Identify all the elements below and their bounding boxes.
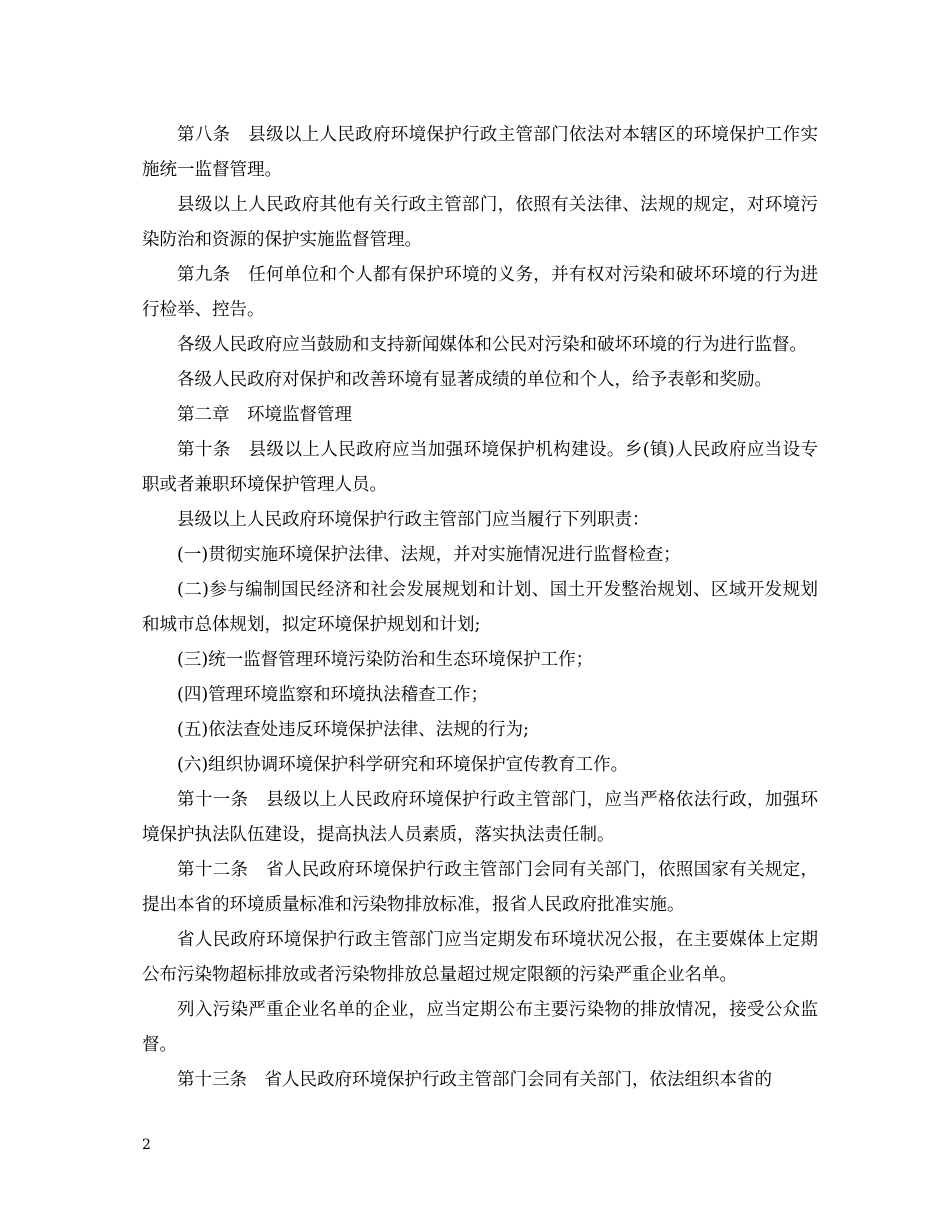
paragraph: 各级人民政府应当鼓励和支持新闻媒体和公民对污染和破坏环境的行为进行监督。 <box>177 335 807 355</box>
chapter-heading: 第二章 环境监督管理 <box>177 405 352 425</box>
paragraph: 第十一条 县级以上人民政府环境保护行政主管部门，应当严格依法行政，加强环境保护执法队伍建设，提高执法人员素质，落实执法责任制。 <box>142 790 818 845</box>
paragraph: 县级以上人民政府环境保护行政主管部门应当履行下列职责： <box>177 510 650 530</box>
paragraph: 县级以上人民政府其他有关行政主管部门，依照有关法律、法规的规定，对环境污染防治和资源的保护实施监督管理。 <box>142 195 818 250</box>
page-number: 2 <box>142 1137 151 1153</box>
paragraph: 第十三条 省人民政府环境保护行政主管部门会同有关部门，依法组织本省的 <box>177 1070 772 1090</box>
paragraph: 省人民政府环境保护行政主管部门应当定期发布环境状况公报，在主要媒体上定期公布污染物超标排放或者污染物排放总量超过规定限额的污染严重企业名单。 <box>142 930 818 985</box>
paragraph: 第十二条 省人民政府环境保护行政主管部门会同有关部门，依照国家有关规定，提出本省的环境质量标准和污染物排放标准，报省人民政府批准实施。 <box>142 860 818 915</box>
paragraph: 第十条 县级以上人民政府应当加强环境保护机构建设。乡(镇)人民政府应当设专职或者兼职环境保护管理人员。 <box>142 440 818 495</box>
list-item: (二)参与编制国民经济和社会发展规划和计划、国土开发整治规划、区域开发规划和城市总体规划，拟定环境保护规划和计划; <box>142 580 818 635</box>
list-item: (四)管理环境监察和环境执法稽查工作； <box>177 685 489 705</box>
list-item: (五)依法查处违反环境保护法律、法规的行为; <box>177 720 530 740</box>
paragraph: 各级人民政府对保护和改善环境有显著成绩的单位和个人，给予表彰和奖励。 <box>177 370 772 390</box>
paragraph: 列入污染严重企业名单的企业，应当定期公布主要污染物的排放情况，接受公众监督。 <box>142 1000 818 1055</box>
list-item: (六)组织协调环境保护科学研究和环境保护宣传教育工作。 <box>177 755 629 775</box>
paragraph: 第八条 县级以上人民政府环境保护行政主管部门依法对本辖区的环境保护工作实施统一监督管理。 <box>142 125 818 180</box>
document-body <box>142 118 818 1098</box>
list-item: (三)统一监督管理环境污染防治和生态环境保护工作； <box>177 650 594 670</box>
paragraph: 第九条 任何单位和个人都有保护环境的义务，并有权对污染和破坏环境的行为进行检举、控告。 <box>142 265 818 320</box>
list-item: (一)贯彻实施环境保护法律、法规，并对实施情况进行监督检查； <box>177 545 681 565</box>
